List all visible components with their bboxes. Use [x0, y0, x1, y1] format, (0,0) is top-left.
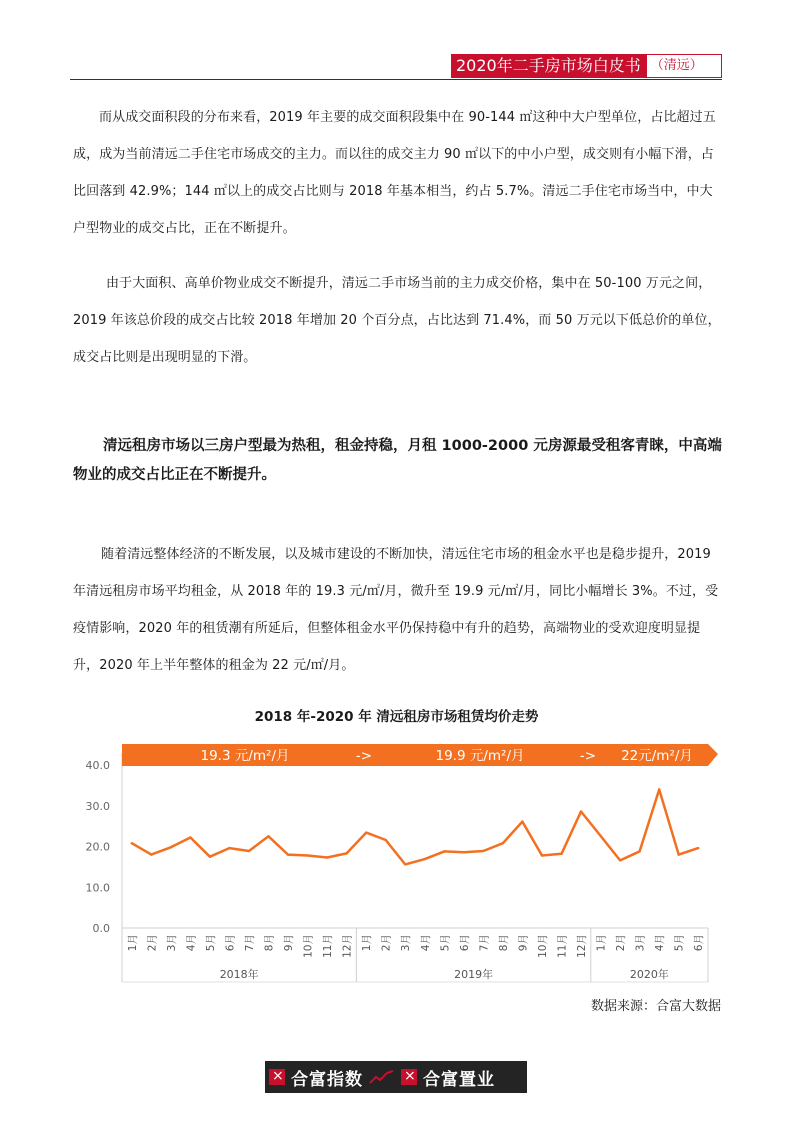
data-point: [541, 854, 543, 856]
document-city: （清远）: [650, 58, 703, 73]
hefu-property-logo-icon: [401, 1069, 417, 1085]
data-point: [482, 850, 484, 852]
rent-price-chart: [0, 730, 793, 990]
x-tick-label: 1月: [126, 934, 139, 952]
data-point: [560, 853, 562, 855]
rent-series-line: [132, 790, 698, 865]
banner-label: 19.3 元/m²/月: [200, 748, 290, 764]
year-group-label: 2020年: [629, 968, 669, 981]
x-tick-label: 11月: [322, 934, 335, 958]
data-point: [306, 854, 308, 856]
data-point: [248, 850, 250, 852]
header-divider: [70, 79, 722, 80]
data-point: [228, 847, 230, 849]
data-point: [170, 846, 172, 848]
data-point: [189, 836, 191, 838]
banner-label: ->: [355, 748, 373, 764]
x-tick-label: 10月: [302, 934, 315, 958]
paragraph-price-distribution: 由于大面积、高单价物业成交不断提升，清远二手市场当前的主力成交价格，集中在 50-100 万元之间，2019 年该总价段的成交占比较 2018 年增加 20 个百分点，占比达到 71.4%，而 50 万元以下低总价的单位，成交占比则是出现明显的下滑。: [73, 276, 721, 365]
x-tick-label: 8月: [263, 934, 276, 952]
x-tick-label: 7月: [243, 934, 256, 952]
banner-label: ->: [579, 748, 597, 764]
x-tick-label: 6月: [224, 934, 237, 952]
data-point: [365, 831, 367, 833]
x-tick-label: 4月: [185, 934, 198, 952]
x-tick-label: 8月: [497, 934, 510, 952]
x-tick-label: 2月: [146, 934, 159, 952]
data-point: [404, 863, 406, 865]
x-tick-label: 5月: [439, 934, 452, 952]
data-point: [424, 858, 426, 860]
y-tick-label: 10.0: [85, 881, 110, 895]
x-tick-label: 4月: [419, 934, 432, 952]
data-point: [326, 856, 328, 858]
trend-spark-icon: [369, 1069, 395, 1085]
x-tick-label: 2月: [380, 934, 393, 952]
data-point: [150, 853, 152, 855]
year-group-label: 2018年: [219, 968, 259, 981]
data-point: [267, 835, 269, 837]
x-tick-label: 6月: [458, 934, 471, 952]
y-tick-label: 40.0: [85, 759, 110, 772]
y-tick-label: 30.0: [85, 799, 110, 813]
brand-hefu-index: 合富指数: [291, 1069, 363, 1090]
x-tick-label: 4月: [654, 934, 667, 952]
x-tick-label: 3月: [634, 934, 647, 952]
x-tick-label: 9月: [517, 934, 530, 952]
paragraph-area-distribution: 而从成交面积段的分布来看，2019 年主要的成交面积段集中在 90-144 ㎡这种中大户型单位，占比超过五成，成为当前清远二手住宅市场成交的主力。而以往的成交主力 90 ㎡以下的中小户型，成交则有小幅下滑，占比回落到 42.9%；144 ㎡以上的成交占比则与 2018 年基本相当，约占 5.7%。清远二手住宅市场当中，中大户型物业的成交占比，正在不断提升。: [73, 110, 716, 236]
section-headline: 清远租房市场以三房户型最为热租，租金持稳，月租 1000-2000 元房源最受租客青睐，中高端物业的成交占比正在不断提升。: [73, 438, 722, 483]
data-point: [678, 853, 680, 855]
x-tick-label: 11月: [556, 934, 569, 958]
x-tick-label: 1月: [595, 934, 608, 952]
y-tick-label: 20.0: [85, 840, 110, 854]
data-point: [209, 855, 211, 857]
data-point: [385, 839, 387, 841]
x-tick-label: 3月: [400, 934, 413, 952]
paragraph-rent-trend: 随着清远整体经济的不断发展，以及城市建设的不断加快，清远住宅市场的租金水平也是稳步提升，2019 年清远租房市场平均租金，从 2018 年的 19.3 元/㎡/月，微升至 19.9 元/㎡/月，同比小幅增长 3%。不过，受疫情影响，2020 年的租赁潮有所延后，但整体租金水平仍保持稳中有升的趋势，高端物业的受欢迎度明显提升，2020 年上半年整体的租金为 22 元/㎡/月。: [73, 547, 719, 673]
data-point: [580, 810, 582, 812]
data-point: [345, 852, 347, 854]
data-point: [619, 859, 621, 861]
x-tick-label: 9月: [283, 934, 296, 952]
year-group-label: 2019年: [454, 968, 494, 981]
chart-title: 2018 年-2020 年 清远租房市场租赁均价走势: [254, 709, 539, 725]
data-point: [287, 853, 289, 855]
x-tick-label: 3月: [165, 934, 178, 952]
x-tick-label: 1月: [361, 934, 374, 952]
data-point: [131, 842, 133, 844]
data-point: [658, 788, 660, 790]
data-source: 数据来源：合富大数据: [590, 999, 721, 1014]
x-tick-label: 2月: [615, 934, 628, 952]
x-tick-label: 12月: [341, 934, 354, 958]
x-tick-label: 5月: [673, 934, 686, 952]
data-point: [697, 847, 699, 849]
x-tick-label: 5月: [204, 934, 217, 952]
header-badge: [451, 54, 722, 78]
x-tick-label: 6月: [693, 934, 706, 952]
data-point: [638, 850, 640, 852]
x-tick-label: 12月: [576, 934, 589, 958]
brand-hefu-property: 合富置业: [423, 1069, 495, 1090]
data-point: [502, 842, 504, 844]
x-tick-label: 10月: [536, 934, 549, 958]
banner-label: 22元/m²/月: [621, 748, 693, 764]
x-tick-label: 7月: [478, 934, 491, 952]
banner-label: 19.9 元/m²/月: [435, 748, 525, 764]
data-point: [443, 850, 445, 852]
data-point: [463, 851, 465, 853]
y-tick-label: 0.0: [92, 922, 110, 935]
data-point: [521, 820, 523, 822]
footer-logos: [265, 1061, 527, 1093]
hefu-index-logo-icon: [269, 1069, 285, 1085]
document-title: 2020年二手房市场白皮书: [452, 55, 647, 77]
data-point: [599, 835, 601, 837]
